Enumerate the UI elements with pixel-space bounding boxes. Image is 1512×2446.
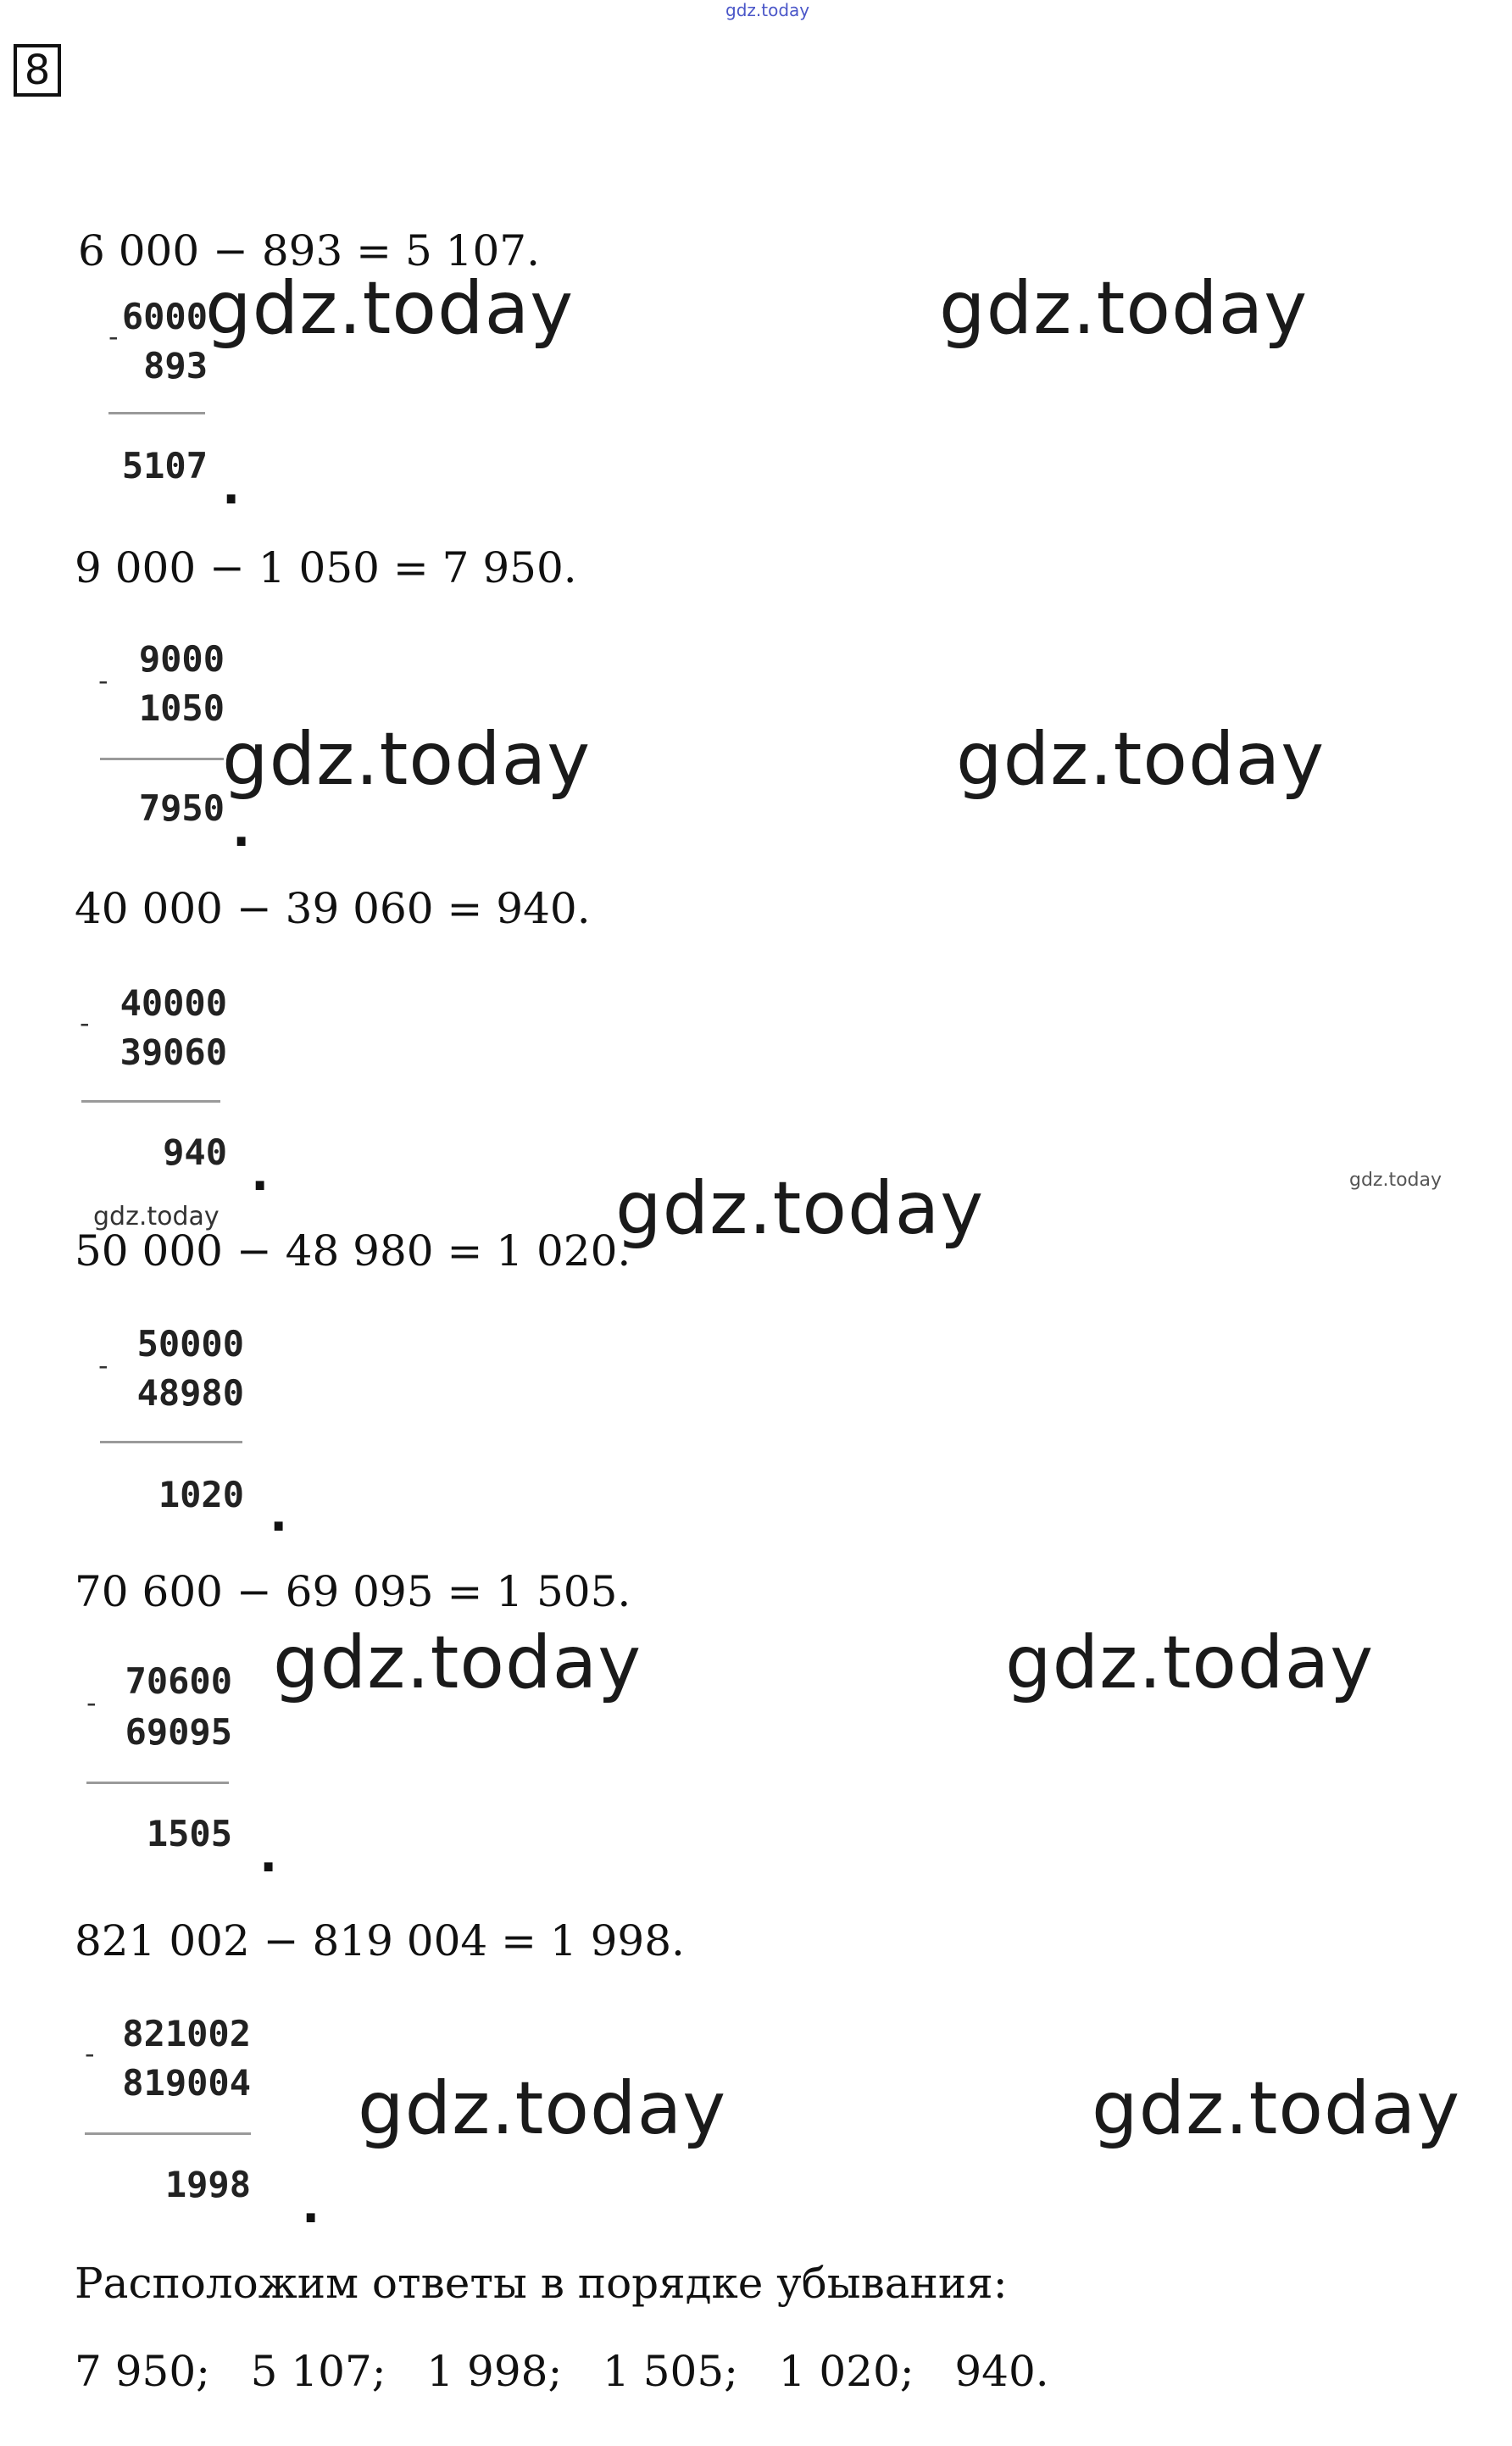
column-bottom-4: 48980 [136, 1372, 244, 1414]
column-rule-1 [108, 412, 205, 414]
minus-sign-1: - [108, 320, 119, 353]
minus-sign-5: - [86, 1687, 97, 1719]
column-result-6: 1998 [164, 2164, 251, 2205]
watermark: gdz.today [273, 1620, 642, 1705]
watermark: gdz.today [205, 266, 575, 351]
period-3: . [251, 1147, 270, 1202]
watermark: gdz.today [1092, 2066, 1461, 2151]
period-4: . [270, 1487, 288, 1543]
period-6: . [302, 2179, 320, 2234]
watermark: gdz.today [939, 266, 1309, 351]
column-rule-6 [85, 2132, 251, 2135]
equation-3: 40 000 − 39 060 = 940. [75, 884, 591, 933]
conclusion-text: Расположим ответы в порядке убывания: [75, 2259, 1008, 2308]
watermark: gdz.today [615, 1166, 985, 1251]
minus-sign-3: - [80, 1007, 90, 1039]
watermark: gdz.today [358, 2066, 727, 2151]
watermark-small: gdz.today [93, 1202, 220, 1231]
column-top-6: 821002 [122, 2013, 251, 2054]
period-2: . [232, 803, 251, 858]
top-watermark: gdz.today [725, 0, 810, 20]
minus-sign-6: - [85, 2037, 95, 2070]
equation-4: 50 000 − 48 980 = 1 020. [75, 1226, 631, 1276]
column-top-3: 40000 [120, 982, 227, 1024]
column-result-4: 1020 [158, 1474, 244, 1515]
column-rule-3 [81, 1100, 220, 1103]
column-bottom-6: 819004 [122, 2062, 251, 2104]
watermark: gdz.today [222, 717, 592, 802]
column-result-3: 940 [163, 1131, 227, 1173]
equation-5: 70 600 − 69 095 = 1 505. [75, 1567, 631, 1616]
column-rule-4 [100, 1441, 242, 1443]
column-top-5: 70600 [125, 1660, 232, 1702]
task-number-badge: 8 [14, 44, 61, 97]
column-result-2: 7950 [138, 787, 225, 829]
column-bottom-3: 39060 [120, 1031, 227, 1073]
period-5: . [259, 1828, 278, 1883]
equation-1: 6 000 − 893 = 5 107. [78, 226, 540, 275]
column-result-1: 5107 [121, 445, 208, 486]
watermark-small: gdz.today [1349, 1170, 1443, 1191]
minus-sign-4: - [98, 1349, 108, 1381]
watermark: gdz.today [956, 717, 1326, 802]
equation-6: 821 002 − 819 004 = 1 998. [75, 1916, 685, 1965]
column-rule-2 [100, 758, 224, 760]
column-top-2: 9000 [138, 638, 225, 680]
column-bottom-5: 69095 [125, 1711, 232, 1753]
sorted-answers: 7 950; 5 107; 1 998; 1 505; 1 020; 940. [75, 2347, 1049, 2396]
period-1: . [222, 460, 241, 515]
equation-2: 9 000 − 1 050 = 7 950. [75, 543, 577, 592]
column-result-5: 1505 [146, 1813, 232, 1854]
column-bottom-1: 893 [143, 345, 208, 386]
watermark: gdz.today [1005, 1620, 1375, 1705]
column-top-4: 50000 [136, 1323, 244, 1365]
minus-sign-2: - [98, 664, 108, 697]
column-top-1: 6000 [121, 296, 208, 337]
column-rule-5 [86, 1782, 229, 1784]
column-bottom-2: 1050 [138, 687, 225, 729]
